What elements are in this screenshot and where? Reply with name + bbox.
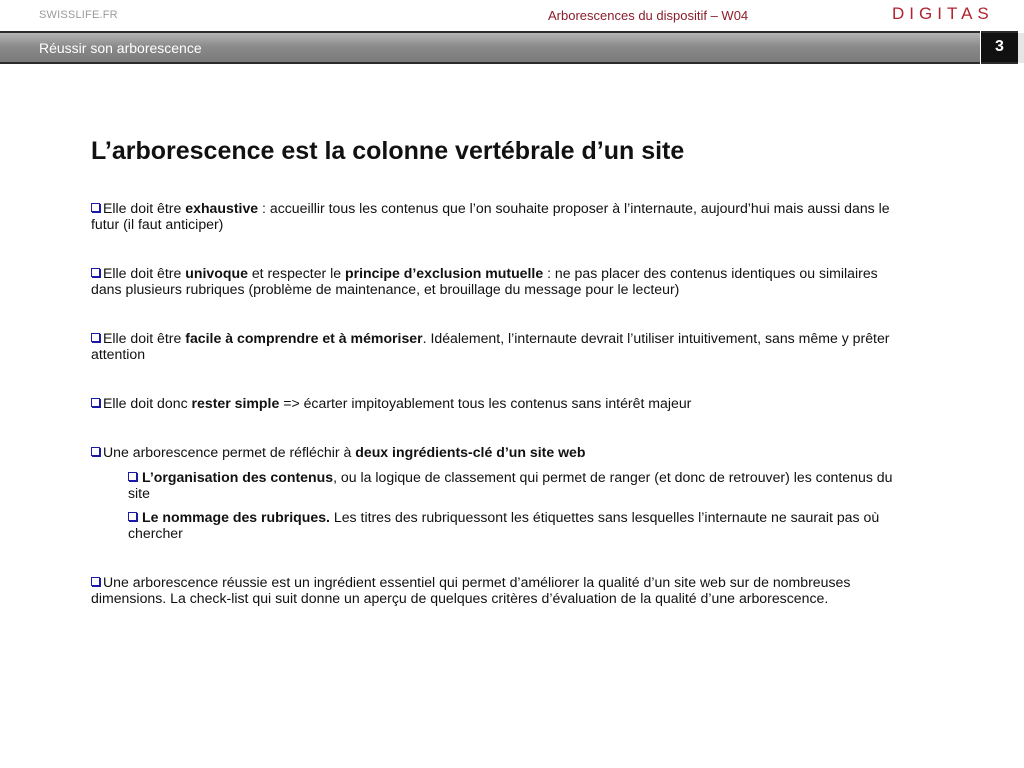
- checkbox-bullet-icon: [91, 268, 100, 277]
- bullet-text: . Idéalement, l’internaute devrait l’utiliser intuitivement, sans même y prêter attention: [91, 330, 890, 362]
- top-header: [0, 0, 1024, 31]
- bullet-keyword: L’organisation des contenus: [142, 469, 334, 485]
- bullet-keyword: exhaustive: [185, 200, 259, 216]
- bullet-text: et respecter le: [247, 265, 346, 281]
- sub-bullet-nommage: [128, 509, 908, 541]
- checkbox-bullet-icon: [91, 398, 100, 407]
- sub-bullet-organisation: [128, 469, 908, 501]
- bullet-simple: [91, 395, 911, 411]
- bullet-keyword: rester simple: [191, 395, 280, 411]
- bullet-text: Elle doit être: [103, 200, 186, 216]
- bullet-text: : ne pas placer des contenus identiques ou similaires dans plusieurs rubriques (problème de maintenance, et brouillage du message pour le lecteur): [91, 265, 878, 297]
- bullet-univoque: [91, 265, 911, 297]
- bullet-keyword: principe d’exclusion mutuelle: [345, 265, 544, 281]
- bullet-text: => écarter impitoyablement tous les contenus sans intérêt majeur: [279, 395, 692, 411]
- site-label: SWISSLIFE.FR: [39, 9, 118, 21]
- bullet-text: Elle doit être: [103, 330, 186, 346]
- bullet-conclusion: [91, 574, 911, 606]
- checkbox-bullet-icon: [128, 512, 137, 521]
- bullet-keyword: Le nommage des rubriques.: [142, 509, 330, 525]
- checkbox-bullet-icon: [91, 577, 100, 586]
- bullet-exhaustive: [91, 200, 911, 232]
- checkbox-bullet-icon: [128, 472, 137, 481]
- brand-logo: DIGITAS: [892, 4, 994, 23]
- side-mark: [1018, 33, 1024, 63]
- bullet-text: Les titres des rubriquessont les étiquettes sans lesquelles l’internaute ne saurait pas où chercher: [128, 509, 880, 541]
- page-number: 3: [995, 38, 1004, 55]
- bullet-facile: [91, 330, 911, 362]
- bullet-text: Une arborescence réussie est un ingrédient essentiel qui permet d’améliorer la qualité d’un site web sur de nombreuses dimensions. La check-list qui suit donne un aperçu de quelques critères d’évaluation de la qualité d’une arborescence.: [91, 574, 851, 606]
- bullet-ingredients: [91, 444, 911, 460]
- page-number-box: [981, 31, 1018, 64]
- bullet-text: Elle doit être: [103, 265, 186, 281]
- bullet-text: , ou la logique de classement qui permet de ranger (et donc de retrouver) les contenus du site: [128, 469, 893, 501]
- bullet-keyword: univoque: [185, 265, 248, 281]
- bullet-text: Elle doit donc: [103, 395, 192, 411]
- checkbox-bullet-icon: [91, 447, 100, 456]
- bullet-text: Une arborescence permet de réfléchir à: [103, 444, 356, 460]
- checkbox-bullet-icon: [91, 333, 100, 342]
- bullet-keyword: facile à comprendre et à mémoriser: [185, 330, 423, 346]
- slide-heading: L’arborescence est la colonne vertébrale d’un site: [91, 137, 685, 165]
- document-title: Arborescences du dispositif – W04: [548, 8, 749, 23]
- bullet-text: : accueillir tous les contenus que l’on souhaite proposer à l’internaute, aujourd’hui mais aussi dans le futur (il faut anticiper): [91, 200, 890, 232]
- section-title: Réussir son arborescence: [39, 40, 202, 56]
- bullet-keyword: deux ingrédients-clé d’un site web: [355, 444, 586, 460]
- checkbox-bullet-icon: [91, 203, 100, 212]
- section-bar: [0, 31, 980, 64]
